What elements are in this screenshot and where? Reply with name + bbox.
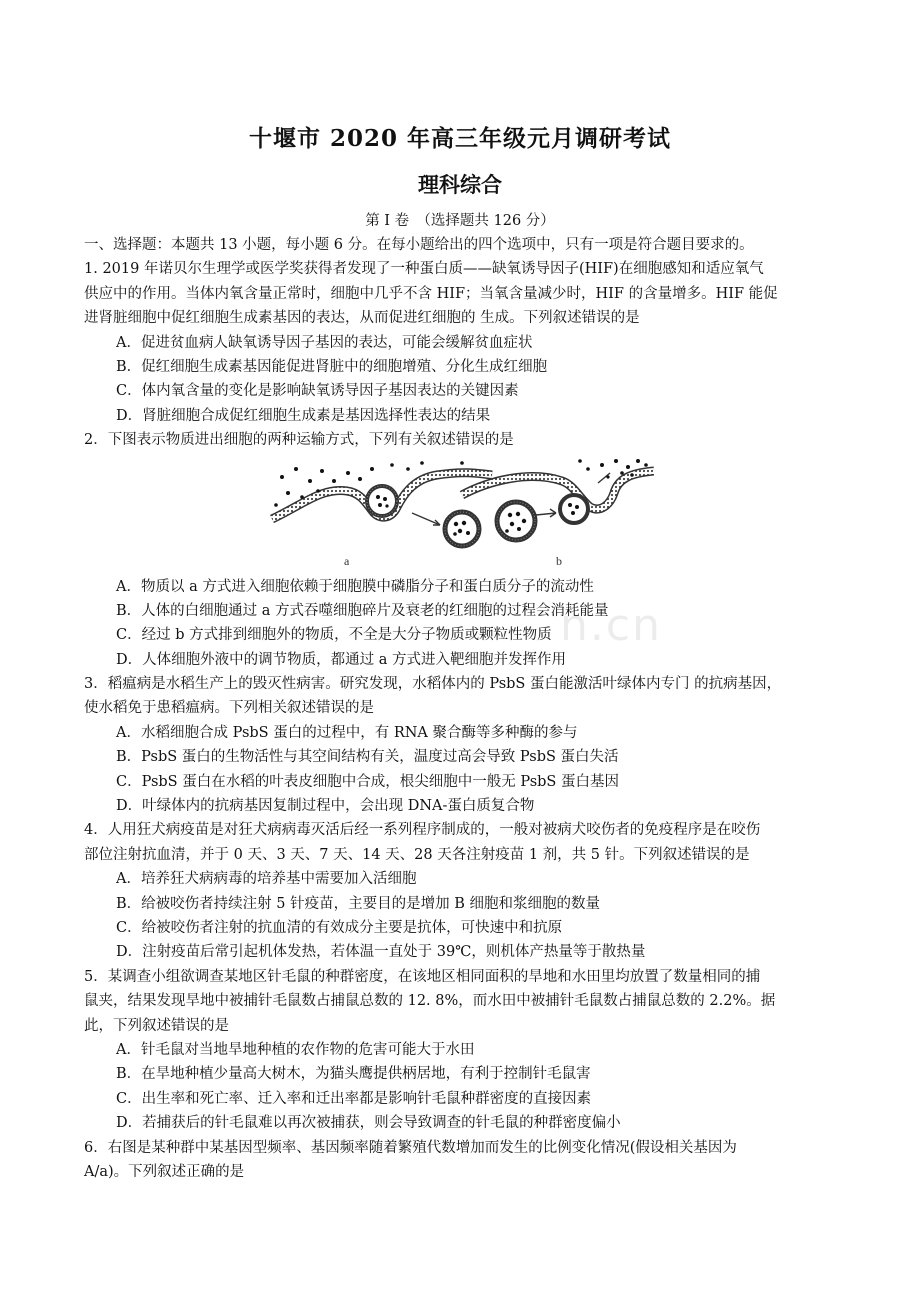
question-stem-line: 3．稻瘟病是水稻生产上的毁灭性病害。研究发现，水稻体内的 PsbS 蛋白能激活叶绿体内专门 的抗病基因，: [84, 676, 782, 693]
option-d: D．若捕获后的针毛鼠难以再次被捕获，则会导致调查的针毛鼠的种群密度偏小: [116, 1115, 621, 1132]
question-3: [84, 672, 844, 818]
option-a: A．针毛鼠对当地旱地种植的农作物的危害可能大于水田: [116, 1041, 475, 1058]
question-stem-line: 此，下列叙述错误的是: [84, 1017, 229, 1034]
option-a: A．水稻细胞合成 PsbS 蛋白的过程中，有 RNA 聚合酶等多种酶的参与: [116, 724, 578, 741]
option-c: C．体内氧含量的变化是影响缺氧诱导因子基因表达的关键因素: [116, 383, 519, 400]
question-stem-line: 4．人用狂犬病疫苗是对狂犬病病毒灭活后经一系列程序制成的，一般对被病犬咬伤者的免疫程序是在咬伤: [84, 822, 761, 839]
section-intro: 一、选择题：本题共 13 小题，每小题 6 分。在每小题给出的四个选项中，只有一项是符合题目要求的。: [84, 237, 754, 253]
question-6: [84, 1136, 844, 1185]
question-stem-line: 供应中的作用。当体内氧含量正常时，细胞中几乎不含 HIF；当氧含量减少时，HIF 的含量增多。HIF 能促: [84, 285, 778, 302]
transport-figure: [84, 457, 844, 571]
option-d: D．注射疫苗后常引起机体发热，若体温一直处于 39℃，则机体产热量等于散热量: [116, 944, 646, 961]
option-b: B．给被咬伤者持续注射 5 针疫苗，主要目的是增加 B 细胞和浆细胞的数量: [116, 895, 600, 912]
panel-b-label: b: [556, 553, 562, 568]
question-stem-line: 6．右图是某种群中某基因型频率、基因频率随着繁殖代数增加而发生的比例变化情况(假设相关基因为: [84, 1139, 737, 1156]
option-b: B．PsbS 蛋白的生物活性与其空间结构有关，温度过高会导致 PsbS 蛋白失活: [116, 749, 619, 766]
option-c: C．经过 b 方式排到细胞外的物质，不全是大分子物质或颗粒性物质: [116, 627, 552, 644]
question-stem-line: 鼠夹，结果发现旱地中被捕针毛鼠数占捕鼠总数的 12. 8%，而水田中被捕针毛鼠数占捕鼠总数的 2.2%。据: [84, 993, 776, 1010]
question-stem-line: A/a)。下列叙述正确的是: [84, 1163, 245, 1180]
question-stem-line: 进肾脏细胞中促红细胞生成素基因的表达，从而促进红细胞的 生成。下列叙述错误的是: [84, 310, 640, 327]
question-4: [84, 818, 844, 964]
question-5: [84, 965, 844, 1136]
option-d: D．人体细胞外液中的调节物质，都通过 a 方式进入靶细胞并发挥作用: [116, 651, 566, 668]
exam-content: [84, 233, 844, 1184]
option-b: B．促红细胞生成素基因能促进肾脏中的细胞增殖、分化生成红细胞: [116, 358, 548, 375]
question-1: [84, 257, 844, 428]
panel-a-endocytosis: [272, 461, 492, 568]
option-b: B．人体的白细胞通过 a 方式吞噬细胞碎片及衰老的红细胞的过程会消耗能量: [116, 602, 609, 619]
option-c: C．PsbS 蛋白在水稻的叶表皮细胞中合成，根尖细胞中一般无 PsbS 蛋白基因: [116, 773, 619, 790]
volume-heading: 第 I 卷 （选择题共 126 分）: [365, 213, 555, 229]
option-c: C．给被咬伤者注射的抗血清的有效成分主要是抗体，可快速中和抗原: [116, 919, 563, 936]
question-stem-line: 5．某调查小组欲调查某地区针毛鼠的种群密度，在该地区相同面积的旱地和水田里均放置了数量相同的捕: [84, 968, 761, 985]
option-d: D．叶绿体内的抗病基因复制过程中，会出现 DNA-蛋白质复合物: [116, 798, 535, 815]
question-stem-line: 1. 2019 年诺贝尔生理学或医学奖获得者发现了一种蛋白质——缺氧诱导因子(HIF)在细胞感知和适应氧气: [84, 261, 764, 278]
option-a: A．培养狂犬病病毒的培养基中需要加入活细胞: [116, 871, 417, 888]
exam-subtitle: 理科综合: [418, 172, 502, 197]
option-c: C．出生率和死亡率、迁入率和迁出率都是影响针毛鼠种群密度的直接因素: [116, 1090, 592, 1107]
question-stem-line: 2．下图表示物质进出细胞的两种运输方式，下列有关叙述错误的是: [84, 432, 514, 449]
question-stem-line: 部位注射抗血清，并于 0 天、3 天、7 天、14 天、28 天各注射疫苗 1 剂，共 5 针。下列叙述错误的是: [84, 846, 750, 863]
option-a: A．物质以 a 方式进入细胞依赖于细胞膜中磷脂分子和蛋白质分子的流动性: [116, 578, 594, 595]
question-2: [84, 428, 844, 672]
watermark: n.cn: [560, 600, 662, 651]
exam-title: 十堰市 2020 年高三年级元月调研考试: [248, 125, 672, 152]
panel-a-label: a: [344, 553, 350, 568]
option-a: A．促进贫血病人缺氧诱导因子基因的表达，可能会缓解贫血症状: [116, 334, 533, 351]
endocytosis-exocytosis-diagram: [262, 457, 654, 571]
option-b: B．在旱地种植少量高大树木，为猫头鹰提供柄居地，有利于控制针毛鼠害: [116, 1066, 591, 1083]
question-stem-line: 使水稻免于患稻瘟病。下列相关叙述错误的是: [84, 700, 374, 717]
option-d: D．肾脏细胞合成促红细胞生成素是基因选择性表达的结果: [116, 407, 491, 424]
